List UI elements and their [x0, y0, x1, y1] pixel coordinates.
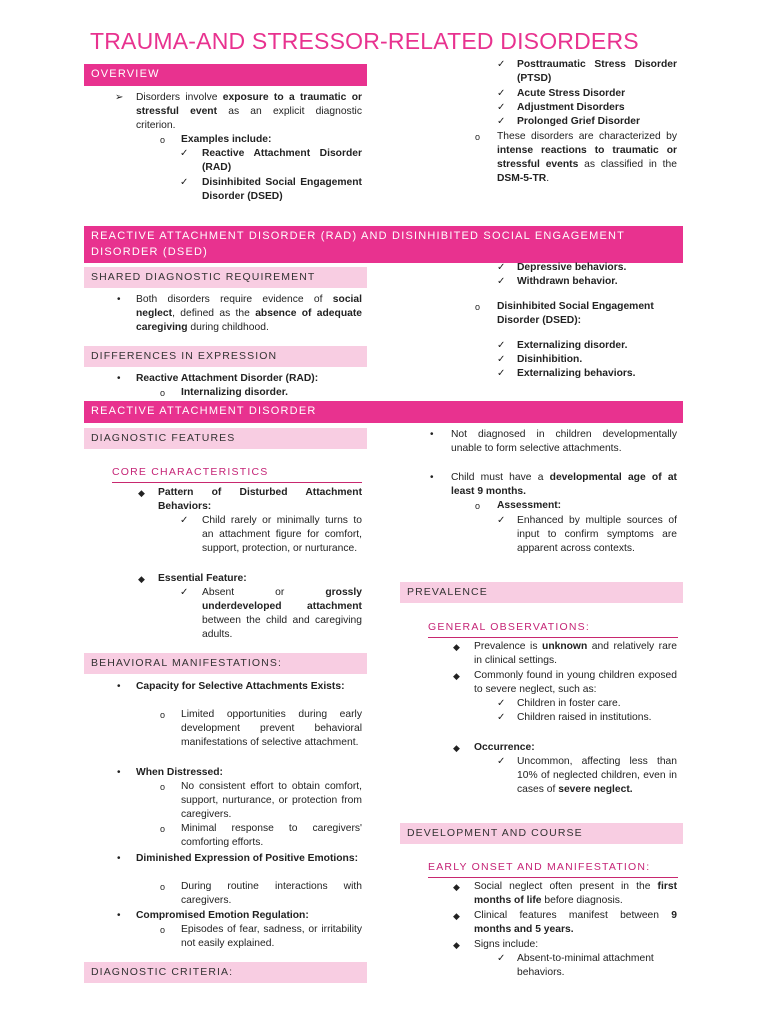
prevalence-heading: PREVALENCE	[400, 582, 683, 603]
examples-label: Examples include:	[181, 134, 272, 145]
commonly-found-text: Commonly found in young children exposed to severe neglect, such as:	[474, 670, 677, 695]
check-icon: ✓	[180, 515, 189, 526]
example-item: Acute Stress Disorder	[517, 88, 626, 99]
dsed-label: Disinhibited Social Engagement Disorder (DSED):	[497, 301, 654, 326]
diamond-bullet-icon: ◆	[138, 488, 145, 498]
circle-bullet-icon: o	[160, 135, 166, 145]
diamond-bullet-icon: ◆	[453, 743, 460, 753]
circle-bullet-icon: o	[475, 302, 481, 312]
circle-bullet-icon: o	[475, 501, 481, 511]
overview-bullet: Disorders involve exposure to a traumatic or stressful event as an explicit diagnostic criterion.	[136, 92, 362, 131]
arrow-bullet-icon: ➢	[115, 92, 124, 103]
signs-label: Signs include:	[474, 939, 539, 950]
developmental-age-text: Child must have a developmental age of at least 9 months.	[451, 472, 677, 497]
diagnostic-criteria-heading: DIAGNOSTIC CRITERIA:	[84, 962, 367, 983]
example-item: Posttraumatic Stress Disorder (PTSD)	[517, 59, 677, 84]
example-item: Disinhibited Social Engagement Disorder (DSED)	[202, 177, 362, 202]
general-observations-heading: GENERAL OBSERVATIONS:	[428, 618, 678, 638]
check-icon: ✓	[497, 88, 506, 99]
shared-requirement-heading: SHARED DIAGNOSTIC REQUIREMENT	[84, 267, 367, 288]
diamond-bullet-icon: ◆	[453, 940, 460, 950]
check-icon: ✓	[497, 340, 506, 351]
distressed-label: When Distressed:	[136, 767, 223, 778]
diamond-bullet-icon: ◆	[453, 882, 460, 892]
check-icon: ✓	[180, 148, 189, 159]
bullet-icon: •	[117, 294, 121, 305]
assessment-label: Assessment:	[497, 500, 562, 511]
example-item: Prolonged Grief Disorder	[517, 116, 641, 127]
essential-item: Absent or grossly underdeveloped attachment between the child and caregiving adults.	[202, 587, 362, 640]
dsed-item: Disinhibition.	[517, 354, 583, 365]
diagnostic-features-heading: DIAGNOSTIC FEATURES	[84, 428, 367, 449]
occurrence-item: Uncommon, affecting less than 10% of neglected children, even in cases of severe neglect.	[517, 756, 677, 795]
overview-heading: OVERVIEW	[84, 64, 367, 86]
bullet-icon: •	[117, 853, 121, 864]
distressed-item: Minimal response to caregivers' comforting efforts.	[181, 823, 362, 848]
bullet-icon: •	[117, 681, 121, 692]
prevalence-item: Children raised in institutions.	[517, 712, 652, 723]
dsed-item: Externalizing disorder.	[517, 340, 628, 351]
example-item: Adjustment Disorders	[517, 102, 625, 113]
rad-dsed-heading: REACTIVE ATTACHMENT DISORDER (RAD) AND DISINHIBITED SOCIAL ENGAGEMENT DISORDER (DSED)	[84, 226, 683, 263]
development-course-heading: DEVELOPMENT AND COURSE	[400, 823, 683, 844]
compromised-item: Episodes of fear, sadness, or irritability not easily explained.	[181, 924, 362, 949]
circle-bullet-icon: o	[475, 132, 481, 142]
circle-bullet-icon: o	[160, 710, 166, 720]
circle-bullet-icon: o	[160, 882, 166, 892]
rad-label: Reactive Attachment Disorder (RAD):	[136, 373, 319, 384]
diamond-bullet-icon: ◆	[453, 671, 460, 681]
distressed-item: No consistent effort to obtain comfort, support, nurturance, or protection from caregivers.	[181, 781, 362, 820]
check-icon: ✓	[497, 276, 506, 287]
circle-bullet-icon: o	[160, 925, 166, 935]
check-icon: ✓	[497, 354, 506, 365]
prevalence-text: Prevalence is unknown and relatively rare in clinical settings.	[474, 641, 677, 666]
check-icon: ✓	[497, 953, 506, 964]
diamond-bullet-icon: ◆	[453, 642, 460, 652]
overview-characterization: These disorders are characterized by intense reactions to traumatic or stressful events as classified in the DSM-5-TR.	[497, 131, 677, 184]
differences-heading: DIFFERENCES IN EXPRESSION	[84, 346, 367, 367]
rad-heading: REACTIVE ATTACHMENT DISORDER	[84, 401, 683, 423]
diminished-label: Diminished Expression of Positive Emotions:	[136, 853, 358, 864]
dsed-item: Externalizing behaviors.	[517, 368, 636, 379]
check-icon: ✓	[497, 712, 506, 723]
check-icon: ✓	[497, 368, 506, 379]
check-icon: ✓	[497, 59, 506, 70]
bullet-icon: •	[117, 373, 121, 384]
check-icon: ✓	[497, 698, 506, 709]
rad-item: Withdrawn behavior.	[517, 276, 618, 287]
check-icon: ✓	[497, 102, 506, 113]
check-icon: ✓	[497, 756, 506, 767]
behavioral-manifestations-heading: BEHAVIORAL MANIFESTATIONS:	[84, 653, 367, 674]
compromised-label: Compromised Emotion Regulation:	[136, 910, 309, 921]
bullet-icon: •	[117, 910, 121, 921]
circle-bullet-icon: o	[160, 388, 166, 398]
check-icon: ✓	[497, 116, 506, 127]
page-title: TRAUMA-AND STRESSOR-RELATED DISORDERS	[90, 28, 639, 54]
clinical-features-text: Clinical features manifest between 9 months and 5 years.	[474, 910, 677, 935]
pattern-item: Child rarely or minimally turns to an attachment figure for comfort, support, protection, or nurturance.	[202, 515, 362, 554]
capacity-label: Capacity for Selective Attachments Exists:	[136, 681, 345, 692]
capacity-item: Limited opportunities during early development prevent behavioral manifestations of selective attachment.	[181, 709, 362, 748]
diminished-item: During routine interactions with caregivers.	[181, 881, 362, 906]
core-characteristics-heading: CORE CHARACTERISTICS	[112, 463, 362, 483]
bullet-icon: •	[430, 472, 434, 483]
rad-item: Depressive behaviors.	[517, 262, 627, 273]
signs-item: Absent-to-minimal attachment behaviors.	[517, 953, 654, 978]
check-icon: ✓	[180, 587, 189, 598]
circle-bullet-icon: o	[160, 782, 166, 792]
example-item: Reactive Attachment Disorder (RAD)	[202, 148, 362, 173]
diamond-bullet-icon: ◆	[453, 911, 460, 921]
essential-label: Essential Feature:	[158, 573, 247, 584]
bullet-icon: •	[117, 767, 121, 778]
early-onset-heading: EARLY ONSET AND MANIFESTATION:	[428, 858, 678, 878]
check-icon: ✓	[497, 515, 506, 526]
not-diagnosed-text: Not diagnosed in children developmentally unable to form selective attachments.	[451, 429, 677, 454]
rad-item: Internalizing disorder.	[181, 387, 288, 398]
bullet-icon: •	[430, 429, 434, 440]
assessment-item: Enhanced by multiple sources of input to confirm symptoms are apparent across contexts.	[517, 515, 677, 554]
pattern-label: Pattern of Disturbed Attachment Behaviors:	[158, 487, 362, 512]
check-icon: ✓	[497, 262, 506, 273]
check-icon: ✓	[180, 177, 189, 188]
occurrence-label: Occurrence:	[474, 742, 535, 753]
circle-bullet-icon: o	[160, 824, 166, 834]
diamond-bullet-icon: ◆	[138, 574, 145, 584]
prevalence-item: Children in foster care.	[517, 698, 621, 709]
shared-requirement-text: Both disorders require evidence of social neglect, defined as the absence of adequate caregiving during childhood.	[136, 294, 362, 333]
onset-text: Social neglect often present in the first months of life before diagnosis.	[474, 881, 677, 906]
